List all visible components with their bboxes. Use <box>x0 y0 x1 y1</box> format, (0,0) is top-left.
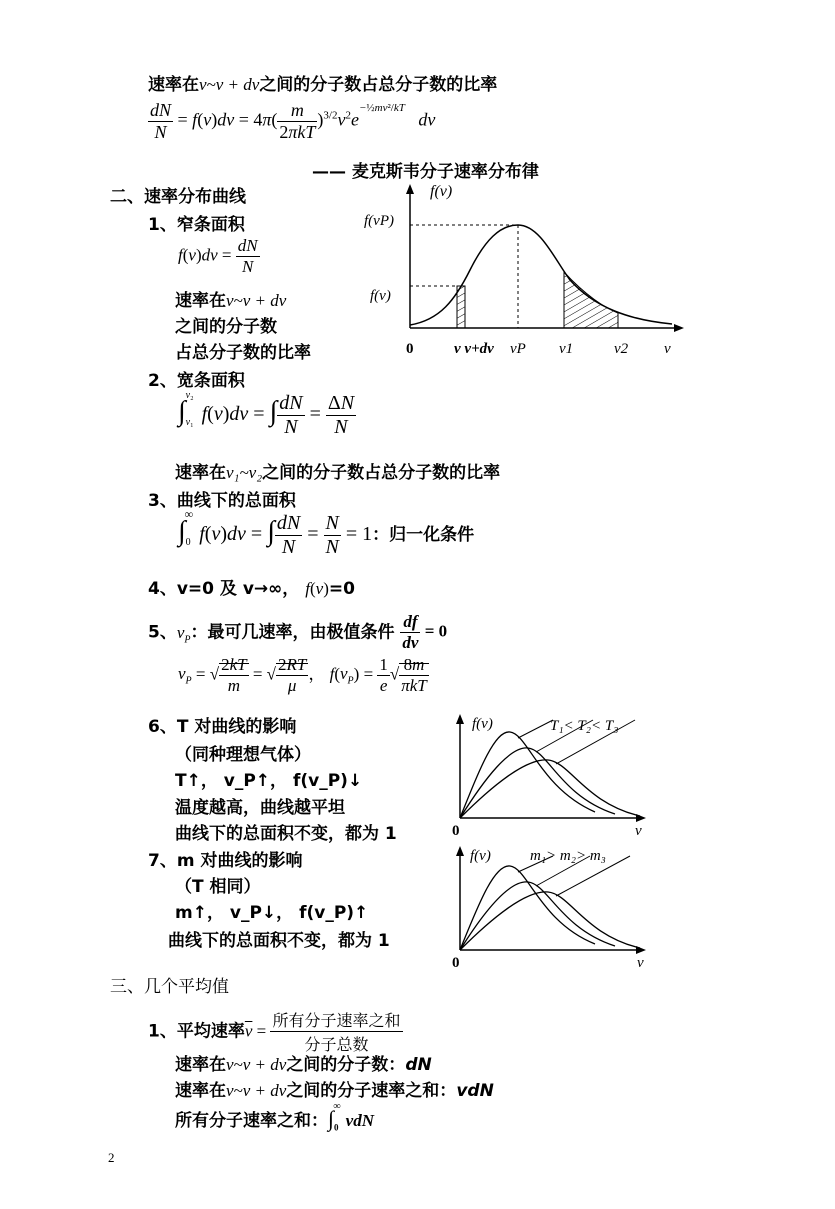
item1-line1: 速率在v~v + dv <box>175 291 287 311</box>
page-number: 2 <box>108 1150 115 1165</box>
mass-effect-chart <box>440 842 655 972</box>
item7-l1: 曲线下的总面积不变，都为 1 <box>168 931 390 951</box>
item6-arrows: T↑， v_P↑， f(v_P)↓ <box>175 771 363 791</box>
chart1-narrow-strip <box>457 286 465 328</box>
chart3-legend: m₁> m₂> m₃ <box>530 848 606 864</box>
chart1-tick-dv: v v+dv <box>454 341 494 357</box>
avg-line1: 速率在v~v + dv之间的分子数：dN <box>175 1055 432 1075</box>
chart2-curve-t3 <box>460 760 640 818</box>
item7-arrows: m↑， v_P↓， f(v_P)↑ <box>175 903 369 923</box>
avg-line2: 速率在v~v + dv之间的分子速率之和：vdN <box>175 1081 494 1101</box>
chart1-tick-v: v <box>664 341 671 357</box>
narrow-strip-formula: f(v)dv = $\frac{dN}{N}$ <box>178 236 258 276</box>
item1-title: 1、窄条面积 <box>148 215 245 235</box>
section3-heading: 三、几个平均值 <box>110 977 229 997</box>
chart2-y-label: f(v) <box>472 716 493 732</box>
chart1-tick-0: 0 <box>406 341 414 357</box>
chart2-curve-t2 <box>460 748 615 818</box>
item7-title: 7、m 对曲线的影响 <box>148 851 303 871</box>
item6-l2: 曲线下的总面积不变，都为 1 <box>175 824 397 844</box>
chart1-tick-fvp: f(vP) <box>364 213 394 229</box>
wide-strip-formula: $\int_{v_1}^{v_2}f(v)dv$ = ∫ $\frac{dN}{N}$ = $\frac{\Delta N}{N}$ <box>178 390 355 438</box>
item6-title: 6、T 对曲线的影响 <box>148 717 297 737</box>
chart3-origin: 0 <box>452 955 460 971</box>
most-probable-speed-formula: $v_P$ = √ $\frac{2kT}{m}$ = √ $\frac{2RT}{\mu}$ ， $f(v_P)$ = $\frac{1}{e}$ √ $\frac{8m}{\text{πkT}}$ <box>178 655 427 695</box>
section2-heading: 二、速率分布曲线 <box>110 187 246 207</box>
speed-distribution-chart <box>360 180 690 365</box>
item1-line2: 之间的分子数 <box>175 317 277 337</box>
maxwell-label: —— 麦克斯韦分子速率分布律 <box>312 162 539 182</box>
maxwell-formula: $\frac{dN}{N}$ = f(v)dv = 4π( $\frac{m}{\text{2πkT}}$ )$^{3/2}v^2e^{-\frac{1}{2}mv^2/kT}$ dv <box>150 100 436 142</box>
item7-sub: （T 相同） <box>175 877 261 897</box>
chart2-origin: 0 <box>452 823 460 839</box>
chart1-curve <box>410 225 672 325</box>
item3-title: 3、曲线下的总面积 <box>148 491 296 511</box>
chart3-curve-m2 <box>460 882 615 950</box>
chart3-y-arrow <box>456 846 464 856</box>
item2-title: 2、宽条面积 <box>148 371 245 391</box>
item1-line3: 占总分子数的比率 <box>175 343 311 363</box>
normalization-formula: $\int_0^\infty f(v)dv$ = ∫ $\frac{dN}{N}$ = $\frac{N}{N}$ = 1：归一化条件 <box>178 507 475 558</box>
item6-sub: （同种理想气体） <box>175 745 311 765</box>
item2-desc: 速率在v₁~v₂之间的分子数占总分子数的比率 <box>175 463 501 483</box>
chart2-legend: T₁< T₂< T₃ <box>550 718 619 734</box>
item6-l1: 温度越高，曲线越平坦 <box>175 798 345 818</box>
chart3-curve-m1 <box>460 866 595 950</box>
chart1-tick-v2: v2 <box>614 341 629 357</box>
chart3-x-label: v <box>637 955 644 971</box>
chart1-y-label: f(v) <box>430 183 453 200</box>
chart1-tick-v1: v1 <box>559 341 574 357</box>
chart2-curve-t1 <box>460 732 595 818</box>
chart1-y-arrow <box>406 184 414 194</box>
chart1-wide-strip <box>564 272 618 328</box>
item5-line: 5、$v_P$：最可几速率，由极值条件 $\frac{df}{dv}$ = 0 <box>148 612 448 652</box>
item4-line: 4、v=0 及 v→∞， f(v)=0 <box>148 579 355 599</box>
chart3-curve-m3 <box>460 892 640 950</box>
chart1-tick-fv: f(v) <box>370 288 391 304</box>
avg-line3: 所有分子速率之和：$\int_0^\infty vdN$ <box>175 1101 374 1133</box>
chart2-y-arrow <box>456 714 464 724</box>
chart3-y-label: f(v) <box>470 848 491 864</box>
chart1-tick-vp: vP <box>510 341 526 357</box>
average-speed-line: 1、平均速率$\overline{v}$ = $\frac{\text{所有分子速率之和}}{\text{分子总数}}$ <box>148 1008 403 1055</box>
temperature-effect-chart <box>440 708 655 848</box>
chart2-leader-1 <box>518 720 553 738</box>
chart1-x-arrow <box>674 324 684 332</box>
rate-ratio-line: 速率在v~v + dv之间的分子数占总分子数的比率 <box>148 75 498 95</box>
chart2-x-label: v <box>635 823 642 839</box>
